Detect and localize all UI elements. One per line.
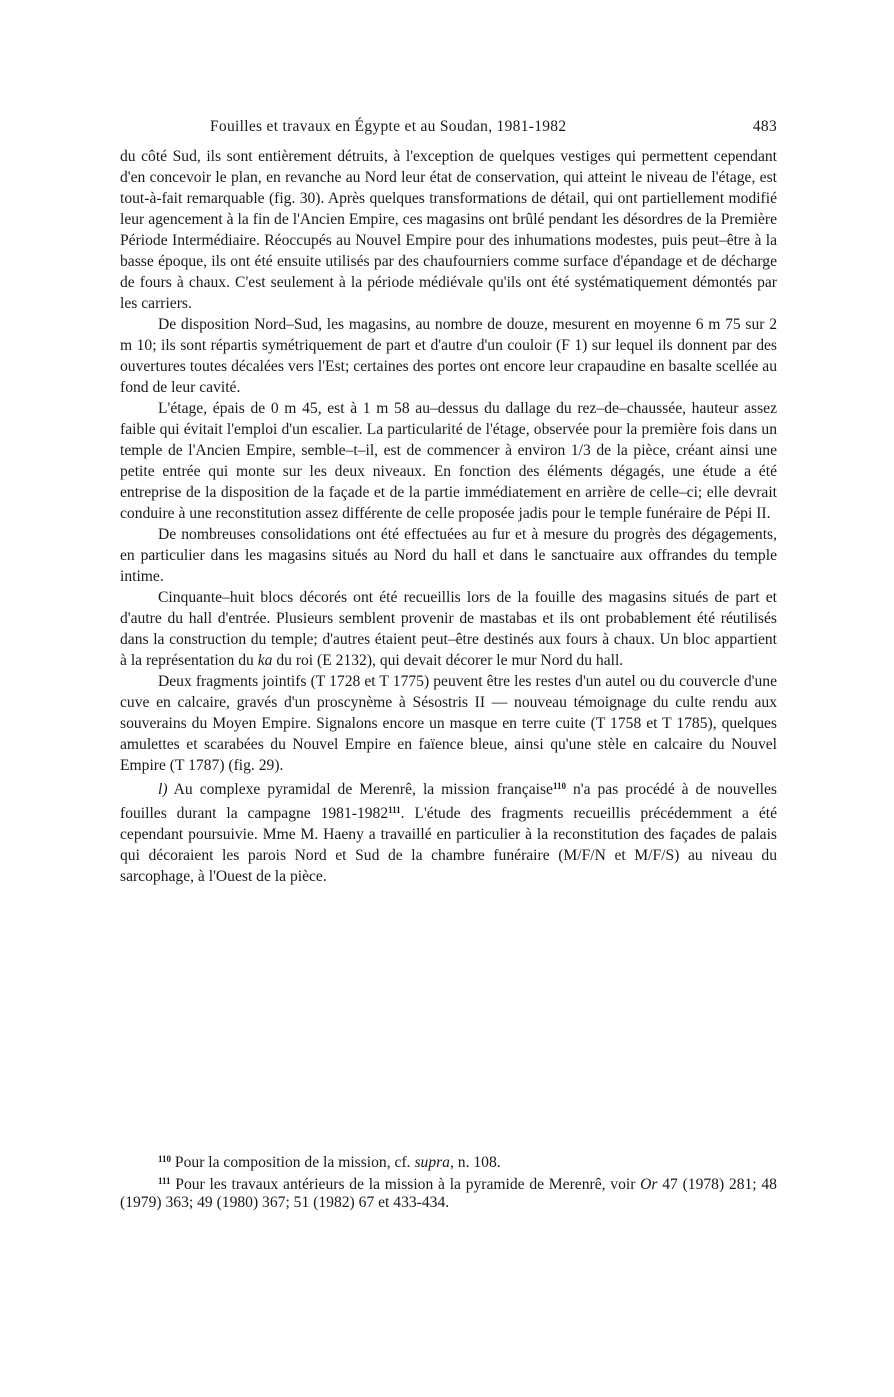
footnote-number: 111: [158, 1176, 171, 1186]
page-content: [120, 118, 777, 887]
footnote-number: 110: [158, 1154, 172, 1164]
paragraph-6: Deux fragments jointifs (T 1728 et T 1775) peuvent être les restes d'un autel ou du couvercle d'une cuve en calcaire, gravés d'un proscynème à Sésostris II — nouveau témoignage du culte rendu aux souverains du Moyen Empire. Signalons encore un masque en terre cuite (T 1758 et T 1785), quelques amulettes et scarabées du Nouvel Empire en faïence bleue, ainsi qu'une stèle en calcaire du Nouvel Empire (T 1787) (fig. 29).: [120, 673, 777, 774]
section-label: l): [158, 781, 168, 798]
footnote-ref-111[interactable]: 111: [388, 805, 401, 815]
body-text: [120, 146, 777, 887]
paragraph-3: L'étage, épais de 0 m 45, est à 1 m 58 au–dessus du dallage du rez–de–chaussée, hauteur assez faible qui évitait l'emploi d'un escalier. La particularité de l'étage, observée pour la première fois dans un temple de l'Ancien Empire, semble–t–il, est de commencer à environ 1/3 de la pièce, créant ainsi une petite entrée qui monte sur les deux niveaux. En fonction des éléments dégagés, une étude a été entreprise de la disposition de la façade et de la partie immédiatement en arrière de celle–ci; elle devrait conduire à une reconstitution assez différente de celle proposée jadis pour le temple funéraire de Pépi II.: [120, 400, 777, 522]
italic-term-ka: ka: [257, 652, 273, 669]
paragraph-4: De nombreuses consolidations ont été effectuées au fur et à mesure du progrès des dégagements, en particulier dans les magasins situés au Nord du hall et dans le sanctuaire aux offrandes du temple intime.: [120, 526, 777, 585]
footnote-ref-110[interactable]: 110: [552, 781, 566, 791]
page-number: 483: [752, 118, 777, 135]
paragraph-5: Cinquante–huit blocs décorés ont été recueillis lors de la fouille des magasins situés de part et d'autre du hall d'entrée. Plusieurs semblent provenir de mastabas et ils ont probablement été réutilisés dans la construction du temple; d'autres étaient peut–être destinés aux fours à chaux. Un bloc appartient à la représentation du ka du roi (E 2132), qui devait décorer le mur Nord du hall.: [120, 589, 777, 669]
running-header: [120, 118, 777, 146]
paragraph-1: du côté Sud, ils sont entièrement détruits, à l'exception de quelques vestiges qui permettent cependant d'en concevoir le plan, en revanche au Nord leur état de conservation, qui atteint le niveau de l'étage, est tout-à-fait remarquable (fig. 30). Après quelques transformations de détail, qui ont partiellement modifié leur agencement à la fin de l'Ancien Empire, ces magasins ont brûlé pendant les désordres de la Première Période Intermédiaire. Réoccupés au Nouvel Empire pour des inhumations modestes, puis peut–être à la basse époque, ils ont été ensuite utilisés par des chaufourniers comme surface d'épandage et de décharge de fours à chaux. C'est seulement à la période médiévale qu'ils ont été systématiquement démontés par les carriers.: [120, 148, 777, 312]
paragraph-7: l) Au complexe pyramidal de Merenrê, la mission française$^{110}$ n'a pas procédé à de nouvelles fouilles durant la campagne 1981-1982$^{111}$. L'étude des fragments recueillis précédemment a été cependant poursuivie. Mme M. Haeny a travaillé en particulier à la reconstitution des façades de palais qui décoraient les parois Nord et Sud de la chambre funéraire (M/F/N et M/F/S) au niveau du sarcophage, à l'Ouest de la pièce.: [120, 781, 777, 885]
paragraph-2: De disposition Nord–Sud, les magasins, au nombre de douze, mesurent en moyenne 6 m 75 sur 2 m 10; ils sont répartis symétriquement de part et d'autre d'un couloir (F 1) sur lequel ils donnent par des ouvertures toutes décalées vers l'Est; certaines des portes ont encore leur crapaudine en basalte scellée au fond de leur cavité.: [120, 316, 777, 396]
footnote-110: $^{110}$ Pour la composition de la mission, cf. supra, n. 108.: [158, 1154, 501, 1171]
running-title: Fouilles et travaux en Égypte et au Soudan, 1981-1982: [210, 118, 567, 135]
footnotes: [120, 1150, 777, 1212]
footnote-111: $^{111}$ Pour les travaux antérieurs de la mission à la pyramide de Merenrê, voir Or 47 (1978) 281; 48 (1979) 363; 49 (1980) 367; 51 (1982) 67 et 433-434.: [120, 1176, 777, 1211]
